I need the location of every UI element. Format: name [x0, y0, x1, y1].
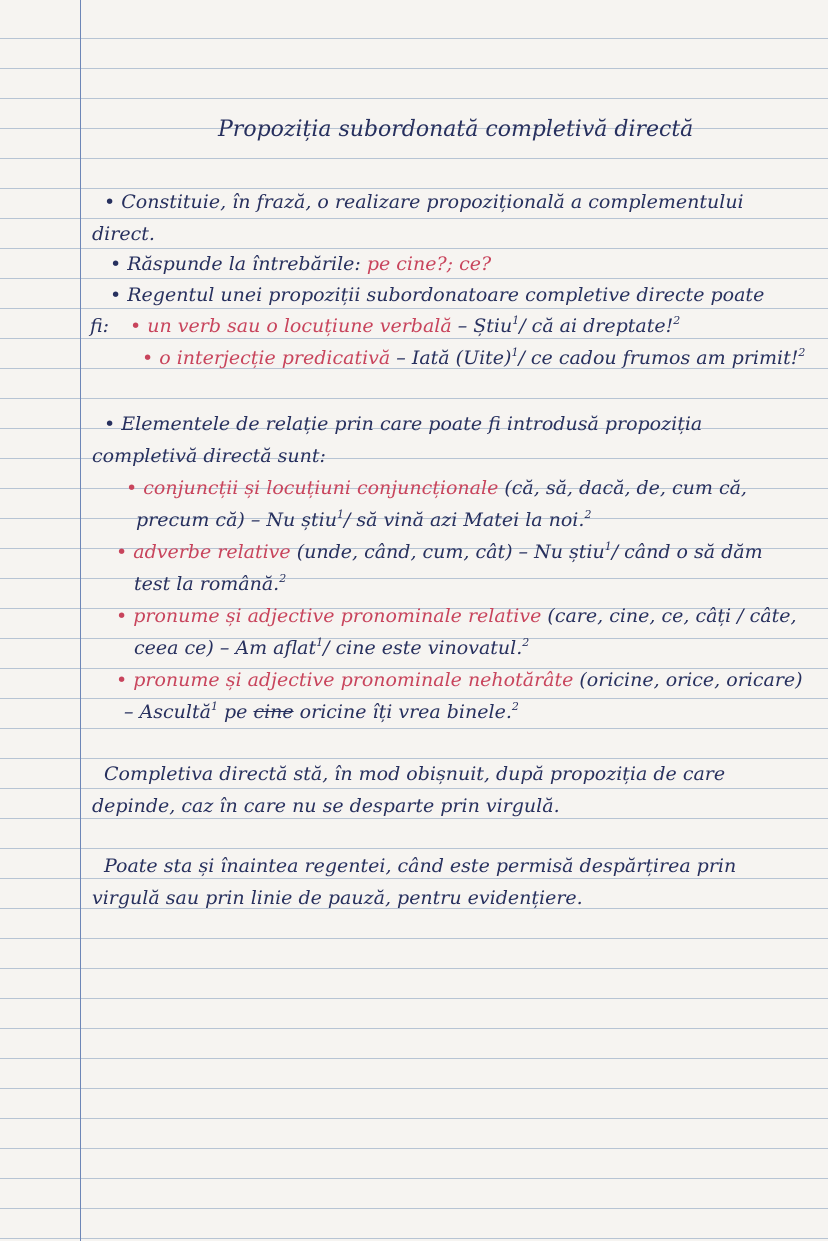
- regent-item-2-label: • o interjecție predicativă: [142, 347, 391, 369]
- element-3-label: • pronume și adjective pronominale relative: [116, 605, 542, 627]
- footnote-mark: 2: [511, 700, 519, 713]
- regent-item-2: [142, 346, 805, 373]
- regent-item-1-label: • un verb sau o locuțiune verbală: [130, 315, 452, 337]
- element-4-example-mid: pe: [217, 701, 254, 723]
- element-2-line-1: [116, 540, 763, 567]
- element-1-label: • conjuncții și locuțiuni conjuncționale: [126, 477, 499, 499]
- element-2-example-rest: / când o să dăm: [611, 541, 763, 563]
- element-1-line-2: [136, 508, 591, 535]
- element-1-list: (că, să, dacă, de, cum că,: [498, 477, 747, 499]
- element-4-line-1: [116, 668, 803, 692]
- page-title: Propoziția subordonată completivă directă: [218, 117, 694, 142]
- regent-item-2-example: – Iată (Uite): [390, 347, 512, 369]
- element-2-list: (unde, când, cum, cât) – Nu știu: [290, 541, 605, 563]
- footnote-mark: 1: [604, 540, 612, 553]
- footnote-mark: 2: [279, 572, 287, 585]
- footnote-mark: 2: [673, 314, 681, 327]
- element-1-example: precum că) – Nu știu: [136, 509, 337, 531]
- regent-item-2-example-rest: / ce cadou frumos am primit!: [518, 347, 799, 369]
- bullet-1-line-2: direct.: [92, 223, 155, 245]
- footnote-mark: 1: [336, 508, 344, 521]
- elements-intro-line-1: • Elementele de relație prin care poate fi introdusă propoziția: [104, 413, 703, 435]
- bullet-2-questions: pe cine?; ce?: [366, 253, 492, 275]
- element-2-example-end: test la română.: [134, 573, 280, 595]
- element-3-list: (care, cine, ce, câți / câte,: [541, 605, 797, 627]
- footnote-mark: 2: [584, 508, 592, 521]
- regent-item-1: [130, 314, 680, 341]
- struck-word: cine: [253, 701, 294, 723]
- element-4-line-2: [124, 700, 519, 727]
- bullet-1-line-1: • Constituie, în frază, o realizare propozițională a complementului: [104, 191, 744, 213]
- bullet-2: [110, 252, 491, 276]
- element-3-example: ceea ce) – Am aflat: [134, 637, 317, 659]
- bullet-3-fi: fi:: [90, 315, 110, 337]
- bullet-3-line-1: • Regentul unei propoziții subordonatoare completive directe poate: [110, 284, 765, 306]
- paragraph-1-line-2: depinde, caz în care nu se desparte prin virgulă.: [92, 795, 560, 817]
- element-3-line-2: [134, 636, 529, 663]
- element-3-example-rest: / cine este vinovatul.: [323, 637, 523, 659]
- element-3-line-1: [116, 604, 797, 628]
- element-4-example: – Ascultă: [124, 701, 211, 723]
- element-4-label: • pronume și adjective pronominale nehotărâte: [116, 669, 574, 691]
- footnote-mark: 2: [522, 636, 530, 649]
- footnote-mark: 1: [512, 314, 520, 327]
- footnote-mark: 1: [210, 700, 218, 713]
- footnote-mark: 1: [316, 636, 324, 649]
- element-4-list: (oricine, orice, oricare): [573, 669, 803, 691]
- footnote-mark: 2: [798, 346, 806, 359]
- margin-line: [80, 0, 81, 1241]
- elements-intro-line-2: completivă directă sunt:: [92, 445, 326, 467]
- bullet-2-prefix: • Răspunde la întrebările:: [110, 253, 367, 275]
- paragraph-2-line-2: virgulă sau prin linie de pauză, pentru evidențiere.: [92, 887, 583, 909]
- paragraph-2-line-1: Poate sta și înaintea regentei, când este permisă despărțirea prin: [104, 855, 737, 877]
- element-1-example-rest: / să vină azi Matei la noi.: [343, 509, 585, 531]
- element-2-line-2: [134, 572, 286, 599]
- element-1-line-1: [126, 476, 747, 500]
- regent-item-1-example-rest: / că ai dreptate!: [519, 315, 674, 337]
- footnote-mark: 1: [511, 346, 519, 359]
- element-4-example-rest: oricine îți vrea binele.: [293, 701, 512, 723]
- regent-item-1-example: – Știu: [451, 315, 513, 337]
- element-2-label: • adverbe relative: [116, 541, 291, 563]
- paragraph-1-line-1: Completiva directă stă, în mod obișnuit, după propoziția de care: [104, 763, 726, 785]
